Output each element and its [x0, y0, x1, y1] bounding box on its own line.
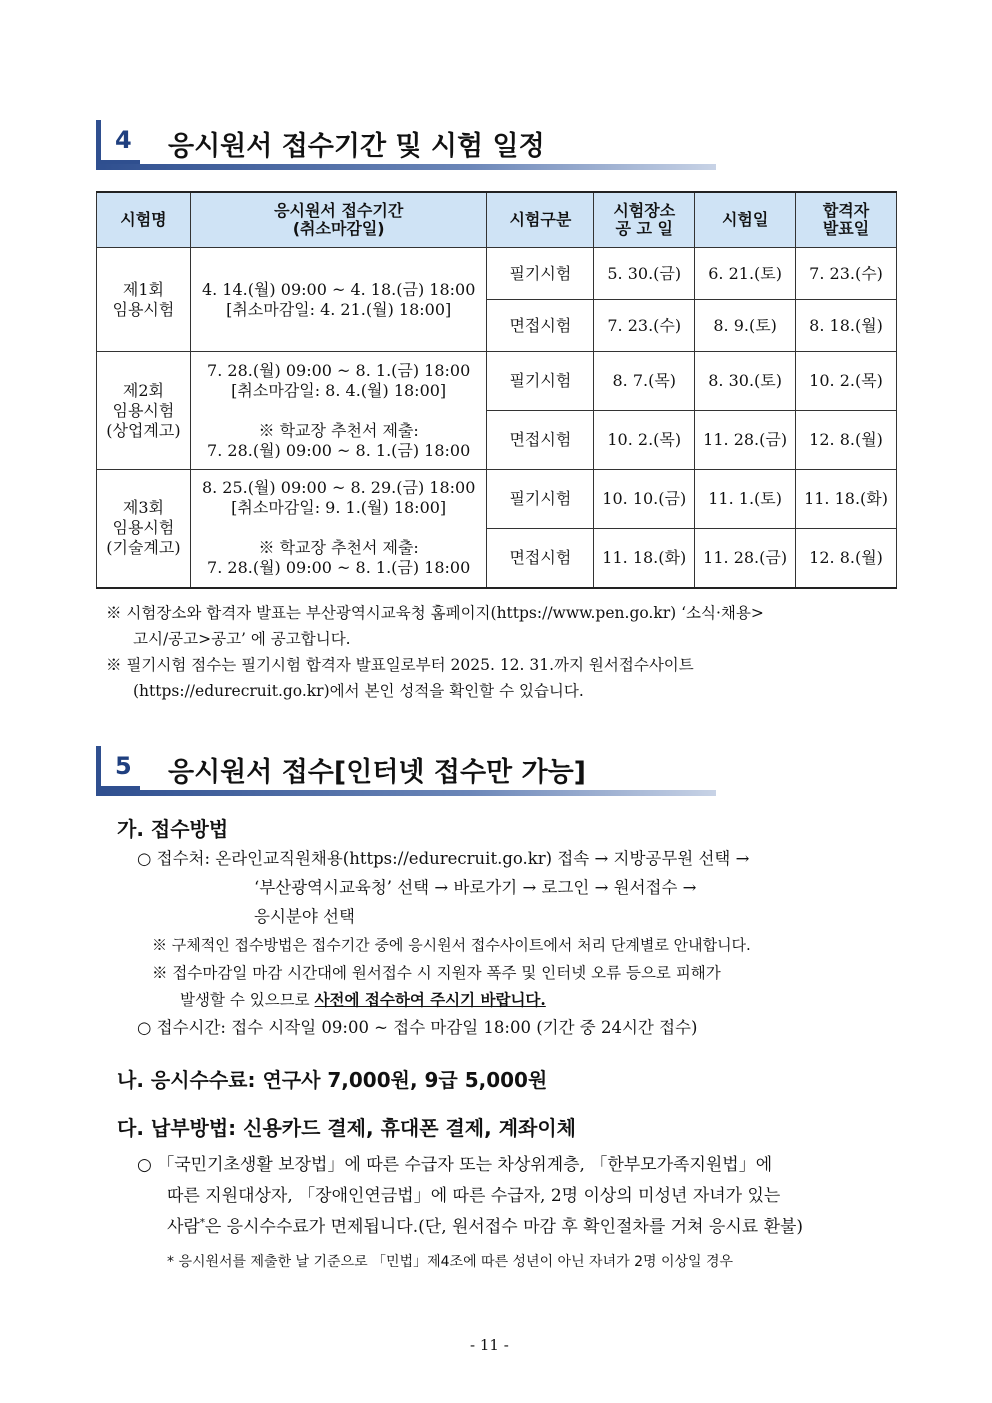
exam-type-cell: 면접시험 [487, 529, 594, 588]
exam-name-line: 임용시험 [112, 299, 175, 319]
header-exam-type: 시험구분 [487, 192, 594, 248]
ga-line2: ‘부산광역시교육청’ 선택 → 바로가기 → 로그인 → 원서접수 → [254, 878, 697, 897]
section-4-heading [96, 120, 716, 180]
exam-type-cell: 면접시험 [487, 411, 594, 470]
header-period-line1: 응시원서 접수기간 [274, 201, 404, 220]
ga-line4: ○ 접수시간: 접수 시작일 09:00 ~ 접수 마감일 18:00 (기간 중 24시간 접수) [137, 1018, 698, 1037]
period-cell [190, 248, 487, 352]
result-cell: 8. 18.(월) [796, 300, 897, 352]
header-exam-date: 시험일 [695, 192, 796, 248]
result-cell: 7. 23.(수) [796, 248, 897, 300]
table-header-row [97, 192, 897, 248]
period-line: [취소마감일: 8. 4.(월) 18:00] [231, 380, 447, 400]
exam-name-line: 제1회 [122, 279, 164, 299]
notice-cell: 11. 18.(화) [594, 529, 695, 588]
da-line3 [167, 1212, 803, 1237]
exam-name-line: (기술계고) [106, 538, 181, 558]
note-line: ※ 필기시험 점수는 필기시험 합격자 발표일로부터 2025. 12. 31.까지 원서접수사이트 [106, 656, 694, 674]
da-line3-b: 은 응시수수료가 면제됩니다.(단, 원서접수 마감 후 확인절차를 거쳐 응시료 환불) [204, 1217, 804, 1237]
header-notice-line2: 공 고 일 [615, 219, 673, 238]
section-5-heading [96, 746, 716, 806]
note-line: ※ 시험장소와 합격자 발표는 부산광역시교육청 홈페이지(https://www.pen.go.kr) ‘소식·채용> [106, 604, 764, 622]
result-cell: 10. 2.(목) [796, 352, 897, 411]
header-result [796, 192, 897, 248]
ga-note2b-text: 발생할 수 있으므로 [180, 991, 315, 1009]
exam-date-cell: 8. 9.(토) [695, 300, 796, 352]
result-cell: 12. 8.(월) [796, 529, 897, 588]
ga-note2c-emphasis: 사전에 접수하여 주시기 바랍니다. [314, 990, 546, 1009]
period-line: 7. 28.(월) 09:00 ~ 8. 1.(금) 18:00 [207, 440, 471, 460]
schedule-table [96, 191, 897, 589]
da-line3-a: 사람 [167, 1217, 200, 1237]
table-row [97, 352, 897, 411]
header-period [190, 192, 487, 248]
section-number: 4 [96, 120, 140, 164]
period-line: 4. 14.(월) 09:00 ~ 4. 18.(금) 18:00 [201, 279, 476, 299]
note-line: 고시/공고>공고’ 에 공고합니다. [133, 630, 351, 648]
period-line: ※ 학교장 추천서 제출: [258, 538, 419, 558]
notice-cell: 5. 30.(금) [594, 248, 695, 300]
section-title: 응시원서 접수[인터넷 접수만 가능] [168, 757, 587, 788]
ga-note2a: ※ 접수마감일 마감 시간대에 원서접수 시 지원자 폭주 및 인터넷 오류 등으로 피해가 [152, 964, 721, 982]
section-rule [96, 790, 716, 796]
period-line: [취소마감일: 9. 1.(월) 18:00] [231, 498, 447, 518]
notice-cell: 10. 2.(목) [594, 411, 695, 470]
period-line: [취소마감일: 4. 21.(월) 18:00] [226, 299, 452, 319]
result-cell: 12. 8.(월) [796, 411, 897, 470]
section-title: 응시원서 접수기간 및 시험 일정 [168, 131, 545, 162]
period-line: ※ 학교장 추천서 제출: [258, 420, 419, 440]
header-notice-line1: 시험장소 [613, 201, 676, 220]
notice-cell: 7. 23.(수) [594, 300, 695, 352]
notice-cell: 8. 7.(목) [594, 352, 695, 411]
header-exam-name: 시험명 [97, 192, 191, 248]
page-number: - 11 - [470, 1336, 509, 1354]
subsection-na-title: 나. 응시수수료: 연구사 7,000원, 9급 5,000원 [117, 1068, 548, 1092]
result-cell: 11. 18.(화) [796, 470, 897, 529]
header-result-line2: 발표일 [822, 219, 870, 238]
ga-note1: ※ 구체적인 접수방법은 접수기간 중에 응시원서 접수사이트에서 처리 단계별로 안내합니다. [152, 936, 751, 954]
period-line: 7. 28.(월) 09:00 ~ 8. 1.(금) 18:00 [207, 360, 471, 380]
footnote-marker: * [199, 1217, 205, 1229]
exam-name-line: 임용시험 [112, 518, 175, 538]
exam-date-cell: 11. 1.(토) [695, 470, 796, 529]
ga-line3: 응시분야 선택 [254, 907, 355, 926]
exam-date-cell: 8. 30.(토) [695, 352, 796, 411]
ga-line1: ○ 접수처: 온라인교직원채용(https://edurecruit.go.kr) 접속 → 지방공무원 선택 → [137, 849, 750, 868]
note-line: (https://edurecruit.go.kr)에서 본인 성적을 확인할 수 있습니다. [133, 682, 584, 700]
header-period-line2: (취소마감일) [292, 219, 385, 238]
notice-cell: 10. 10.(금) [594, 470, 695, 529]
table-row [97, 470, 897, 529]
exam-type-cell: 필기시험 [487, 352, 594, 411]
section-number: 5 [96, 746, 140, 790]
period-line: 8. 25.(월) 09:00 ~ 8. 29.(금) 18:00 [201, 478, 476, 498]
da-footnote: * 응시원서를 제출한 날 기준으로 「민법」제4조에 따른 성년이 아닌 자녀가 2명 이상일 경우 [167, 1254, 734, 1270]
ga-note2b [180, 988, 546, 1010]
da-line1: ○ 「국민기초생활 보장법」에 따른 수급자 또는 차상위계층, 「한부모가족지원법」에 [137, 1155, 773, 1175]
exam-name-line: 제3회 [122, 498, 164, 518]
exam-date-cell: 6. 21.(토) [695, 248, 796, 300]
da-line2: 따른 지원대상자, 「장애인연금법」에 따른 수급자, 2명 이상의 미성년 자녀가 있는 [167, 1186, 781, 1206]
exam-name-cell [97, 352, 191, 470]
section-rule [96, 164, 716, 170]
header-result-line1: 합격자 [822, 201, 870, 220]
exam-type-cell: 필기시험 [487, 248, 594, 300]
exam-name-line: 제2회 [122, 380, 164, 400]
exam-name-cell [97, 470, 191, 588]
table-row [97, 248, 897, 300]
exam-date-cell: 11. 28.(금) [695, 529, 796, 588]
exam-name-line: 임용시험 [112, 400, 175, 420]
subsection-da-title: 다. 납부방법: 신용카드 결제, 휴대폰 결제, 계좌이체 [117, 1116, 576, 1140]
exam-name-line: (상업계고) [106, 420, 181, 440]
exam-type-cell: 면접시험 [487, 300, 594, 352]
period-line: 7. 28.(월) 09:00 ~ 8. 1.(금) 18:00 [207, 558, 471, 578]
period-cell [190, 352, 487, 470]
exam-date-cell: 11. 28.(금) [695, 411, 796, 470]
exam-name-cell [97, 248, 191, 352]
header-notice [594, 192, 695, 248]
table-notes [106, 600, 898, 704]
period-cell [190, 470, 487, 588]
exam-type-cell: 필기시험 [487, 470, 594, 529]
subsection-ga-title: 가. 접수방법 [117, 817, 229, 841]
